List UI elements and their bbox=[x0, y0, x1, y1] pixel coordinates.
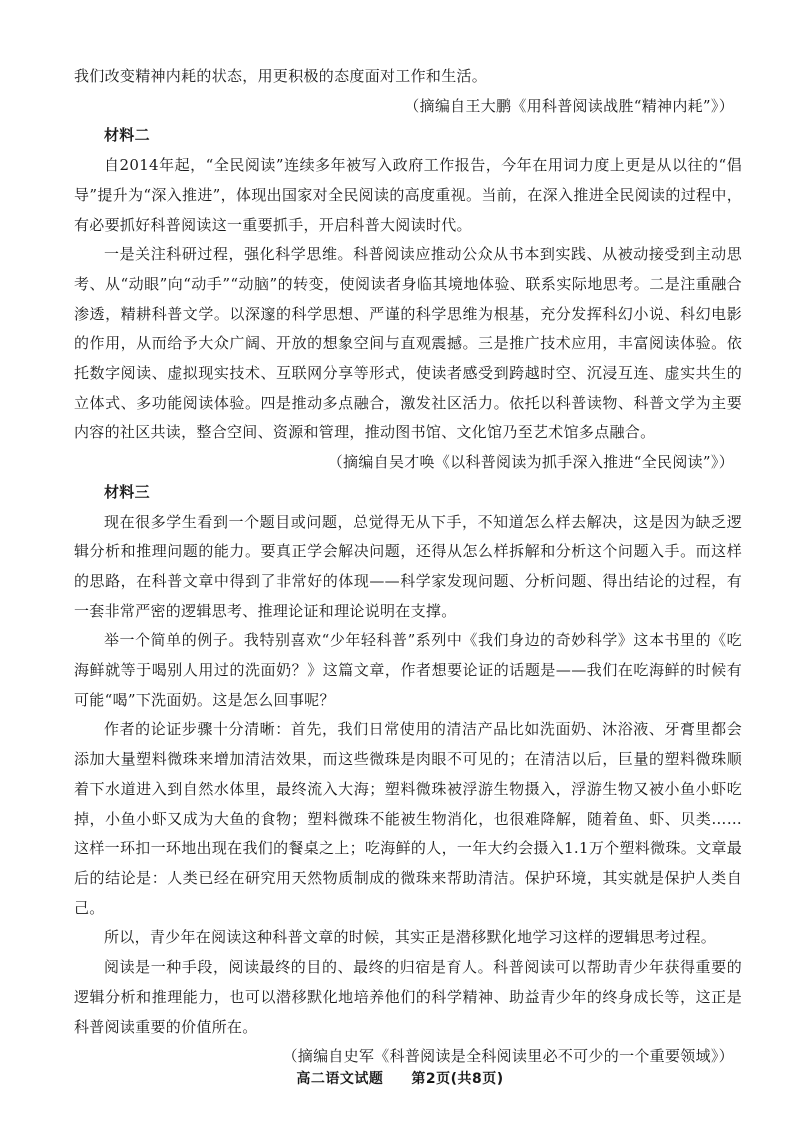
material-2-paragraph-1: 自2014年起，“全民阅读”连续多年被写入政府工作报告，今年在用词力度上更是从以往的“倡导”提升为“深入推进”，体现出国家对全民阅读的高度重视。当前，在深入推进全民阅读的过程中，有必要抓好科普阅读这一重要抓手，开启科普大阅读时代。 bbox=[74, 156, 742, 234]
page-footer bbox=[0, 1068, 800, 1088]
material-2-paragraph-2: 一是关注科研过程，强化科学思维。科普阅读应推动公众从书本到实践、从被动接受到主动思考、从“动眼”向“动手”“动脑”的转变，使阅读者身临其境地体验、联系实际地思考。二是注重融合渗透，精耕科普文学。以深邃的科学思想、严谨的科学思维为根基，充分发挥科幻小说、科幻电影的作用，从而给予大众广阔、开放的想象空间与直观震撼。三是推广技术应用，丰富阅读体验。依托数字阅读、虚拟现实技术、互联网分享等形式，使读者感受到跨越时空、沉浸互连、虚实共生的立体式、多功能阅读体验。四是推动多点融合，激发社区活力。依托以科普读物、科普文学为主要内容的社区共读，整合空间、资源和管理，推动图书馆、文化馆乃至艺术馆多点融合。 bbox=[74, 245, 742, 442]
material-3-paragraph-2: 举一个简单的例子。我特别喜欢“少年轻科普”系列中《我们身边的奇妙科学》这本书里的《吃海鲜就等于喝别人用过的洗面奶？》这篇文章，作者想要论证的话题是——我们在吃海鲜的时候有可能“喝”下洗面奶。这是怎么回事呢？ bbox=[74, 631, 742, 709]
material-3-paragraph-1: 现在很多学生看到一个题目或问题，总觉得无从下手，不知道怎么样去解决，这是因为缺乏逻辑分析和推理问题的能力。要真正学会解决问题，还得从怎么样拆解和分析这个问题入手。而这样的思路，在科普文章中得到了非常好的体现——科学家发现问题、分析问题、得出结论的过程，有一套非常严密的逻辑思考、推理论证和理论说明在支撑。 bbox=[74, 512, 742, 620]
footer-page-number: 第2页(共8页) bbox=[411, 1071, 504, 1087]
source-citation-2: （摘编自吴才唤《以科普阅读为抓手深入推进“全民阅读”》） bbox=[327, 453, 734, 472]
material-3-paragraph-5: 阅读是一种手段，阅读最终的目的、最终的归宿是育人。科普阅读可以帮助青少年获得重要的逻辑分析和推理能力，也可以潜移默化地培养他们的科学精神、助益青少年的终身成长等，这正是科普阅读重要的价值所在。 bbox=[74, 958, 742, 1036]
section-heading-material-2: 材料二 bbox=[104, 126, 150, 145]
footer-subject: 高二语文试题 bbox=[296, 1071, 384, 1087]
source-citation-3: （摘编自史军《科普阅读是全科阅读里必不可少的一个重要领域》） bbox=[282, 1047, 734, 1066]
material-3-paragraph-4: 所以，青少年在阅读这种科普文章的时候，其实正是潜移默化地学习这样的逻辑思考过程。 bbox=[104, 928, 717, 947]
source-citation-1: （摘编自王大鹏《用科普阅读战胜“精神内耗”》） bbox=[404, 96, 734, 115]
material-3-paragraph-3: 作者的论证步骤十分清晰：首先，我们日常使用的清洁产品比如洗面奶、沐浴液、牙膏里都会添加大量塑料微珠来增加清洁效果，而这些微珠是肉眼不可见的；在清洁以后，巨量的塑料微珠顺着下水道进入到自然水体里，最终流入大海；塑料微珠被浮游生物摄入，浮游生物又被小鱼小虾吃掉，小鱼小虾又成为大鱼的食物；塑料微珠不能被生物消化，也很难降解，随着鱼、虾、贝类……这样一环扣一环地出现在我们的餐桌之上；吃海鲜的人，一年大约会摄入1.1万个塑料微珠。文章最后的结论是：人类已经在研究用天然物质制成的微珠来帮助清洁。保护环境，其实就是保护人类自己。 bbox=[74, 720, 742, 917]
section-heading-material-3: 材料三 bbox=[104, 482, 150, 501]
intro-tail-text: 我们改变精神内耗的状态，用更积极的态度面对工作和生活。 bbox=[74, 67, 488, 85]
